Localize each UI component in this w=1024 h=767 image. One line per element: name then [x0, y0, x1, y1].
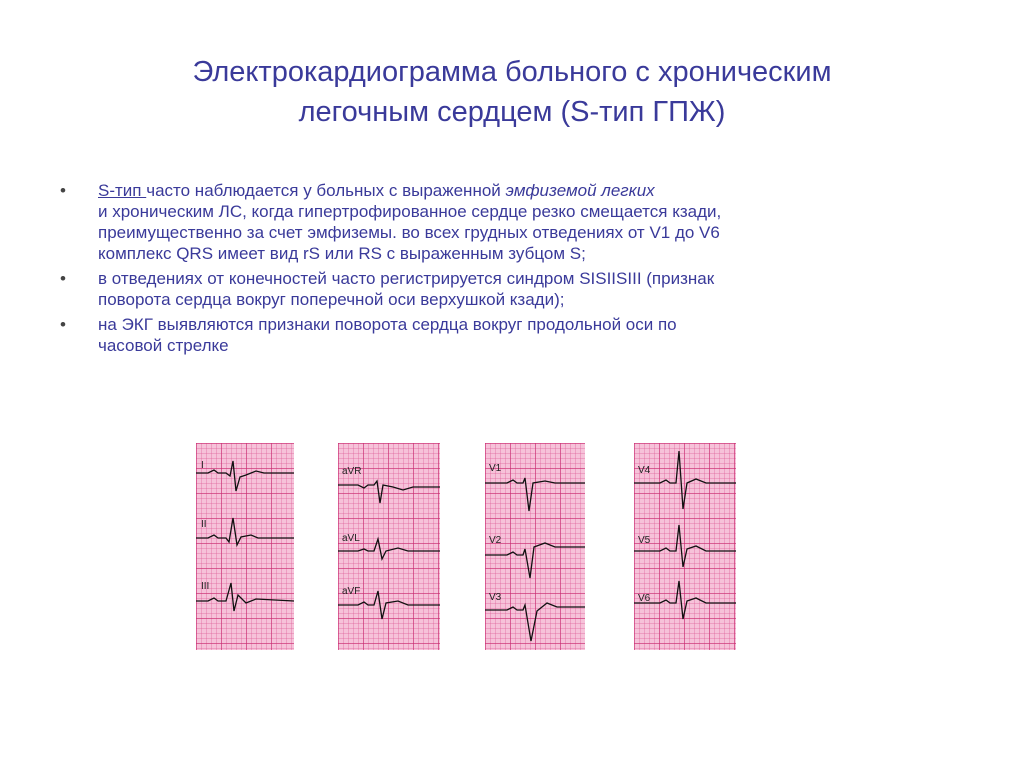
title-line-2: легочным сердцем (S-тип ГПЖ)	[298, 96, 726, 128]
ecg-trace-lead-V3	[485, 603, 585, 641]
bullet-line: поворота сердца вокруг поперечной оси верхушкой кзади);	[98, 290, 565, 309]
ecg-trace-lead-V5	[634, 525, 736, 567]
lead-label-V6: V6	[638, 593, 651, 604]
bullet-line: и хроническим ЛС, когда гипертрофированное сердце резко смещается кзади,	[98, 202, 722, 221]
bullet-line: преимущественно за счет эмфиземы. во всех грудных отведениях от V1 до V6	[98, 223, 720, 242]
bullet-line: на ЭКГ выявляются признаки поворота сердца вокруг продольной оси по	[98, 315, 677, 334]
slide-title	[0, 52, 1024, 132]
ecg-panel-limb-leads	[196, 443, 294, 650]
ecg-traces-limb	[196, 443, 294, 650]
ecg-trace-lead-V1	[485, 478, 585, 511]
lead-label-aVL: aVL	[342, 533, 360, 544]
lead-label-V5: V5	[638, 535, 651, 546]
bullet-line: часовой стрелке	[98, 336, 229, 355]
ecg-panel-chest-leads-1	[485, 443, 585, 650]
ecg-trace-lead-II	[196, 518, 294, 545]
bullet-item-rotation	[60, 314, 980, 356]
bullet-dot: •	[60, 315, 66, 334]
ecg-panel-chest-leads-2	[634, 443, 736, 650]
bullet-item-s-type	[60, 180, 980, 264]
ecg-trace-lead-aVR	[338, 481, 440, 503]
lead-label-V4: V4	[638, 465, 651, 476]
title-line-1: Электрокардиограмма больного с хроническим	[192, 56, 832, 88]
ecg-trace-lead-III	[196, 583, 294, 611]
lead-label-aVF: aVF	[342, 586, 361, 597]
term-s-type: S-тип	[98, 181, 147, 200]
ecg-trace-lead-V2	[485, 543, 585, 578]
lead-label-aVR: aVR	[342, 466, 362, 477]
lead-label-V2: V2	[489, 535, 502, 546]
ecg-panel-augmented-leads	[338, 443, 440, 650]
bullet-dot: •	[60, 181, 66, 200]
lead-label-II: II	[201, 519, 207, 530]
lead-label-V1: V1	[489, 463, 502, 474]
bullet-list	[60, 180, 980, 360]
bullet-line: в отведениях от конечностей часто регистрируется синдром SISIISIII (признак	[98, 269, 715, 288]
bullet-dot: •	[60, 269, 66, 288]
ecg-trace-lead-I	[196, 461, 294, 491]
ecg-trace-lead-V4	[634, 451, 736, 509]
lead-label-I: I	[201, 460, 204, 471]
emphasis-text: эмфиземой легких	[505, 181, 655, 200]
bullet-item-limb-leads	[60, 268, 980, 310]
lead-label-III: III	[201, 581, 210, 592]
bullet-text: часто наблюдается у больных с выраженной	[146, 181, 506, 200]
lead-label-V3: V3	[489, 592, 502, 603]
bullet-line: комплекс QRS имеет вид rS или RS с выраженным зубцом S;	[98, 244, 586, 263]
ecg-traces-chest-1	[485, 443, 585, 650]
bullet-line	[98, 180, 980, 201]
